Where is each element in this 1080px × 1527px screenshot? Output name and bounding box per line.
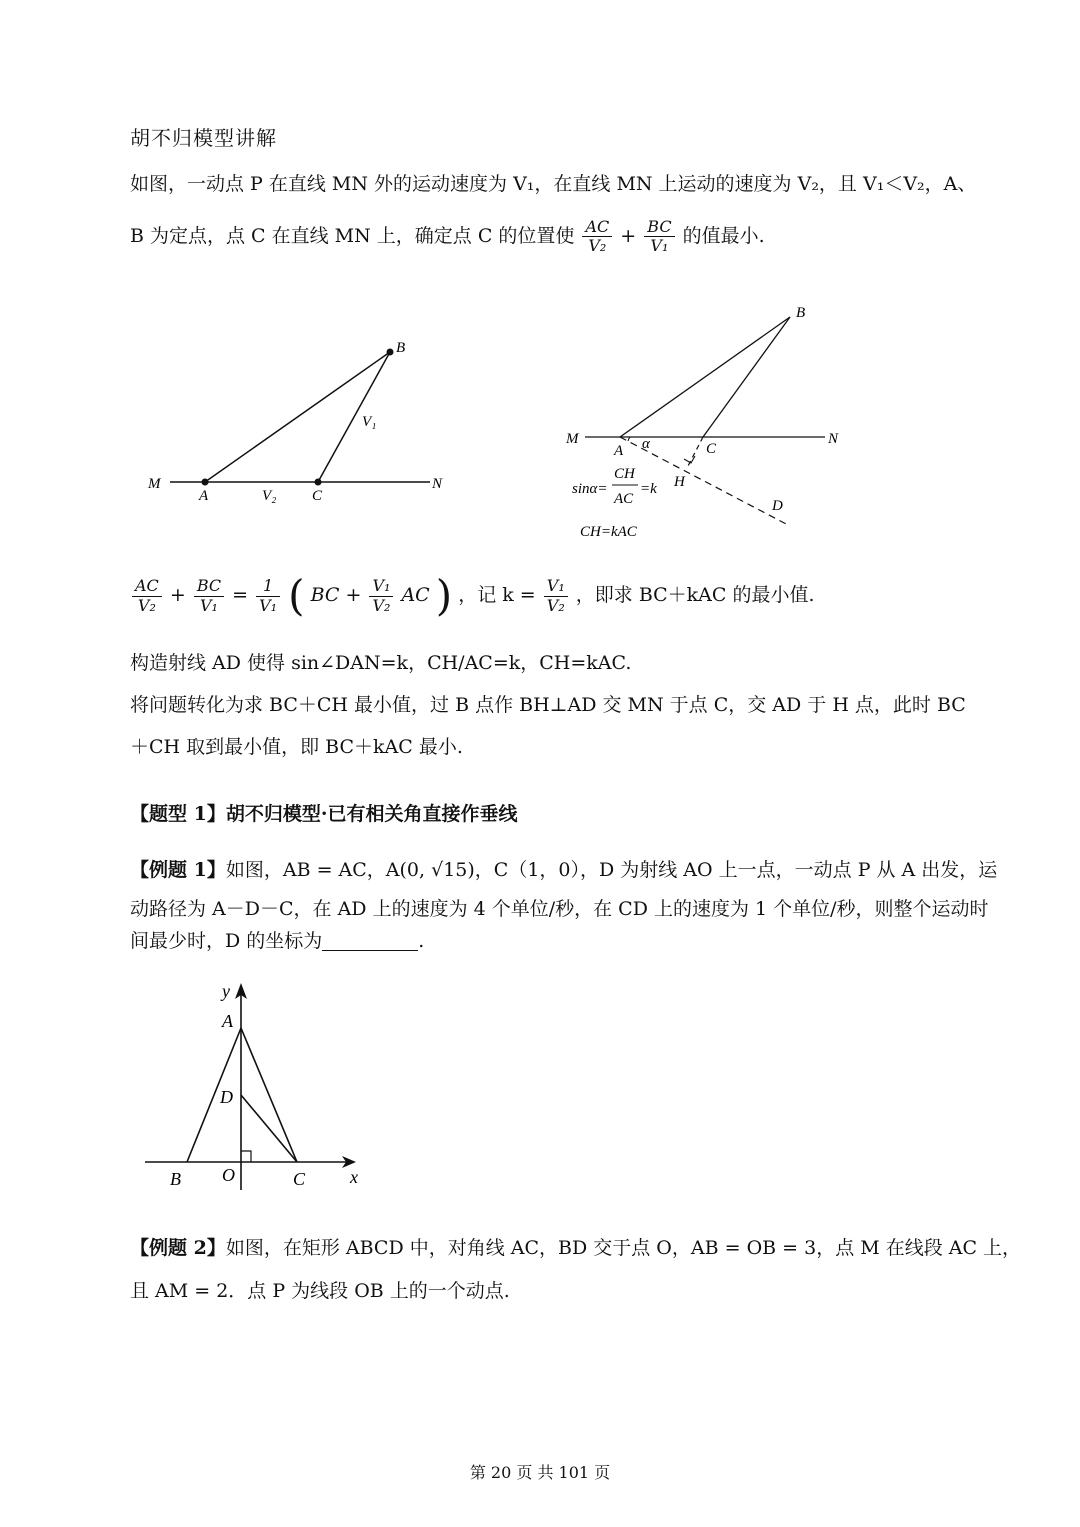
label-a: A <box>222 1011 233 1031</box>
example-1-line-3 <box>130 932 424 951</box>
fraction-numerator: V₁ <box>544 577 568 596</box>
fraction-bc-v1 <box>644 218 674 256</box>
segment-dc <box>241 1095 297 1162</box>
fraction-ac-v2 <box>582 218 612 256</box>
intro-line-2 <box>130 218 765 256</box>
label-b: B <box>796 305 806 321</box>
fraction-numerator: AC <box>132 577 162 596</box>
example-2-line-1 <box>130 1239 1021 1258</box>
sin-numerator: CH <box>614 466 635 482</box>
segment-ab <box>620 317 790 437</box>
label-c: C <box>312 488 323 504</box>
label-a: A <box>199 488 209 504</box>
right-angle-mark <box>241 1151 251 1162</box>
example-1-question: 间最少时，D 的坐标为 <box>130 930 323 952</box>
label-d: D <box>772 498 783 514</box>
intro-line-2-end: 的值最小. <box>682 224 765 247</box>
equals-sign: = <box>232 584 249 606</box>
fraction <box>132 577 162 615</box>
label-b: B <box>396 340 406 356</box>
transform-line-2: ＋CH 取到最小值，即 BC＋kAC 最小. <box>130 736 463 758</box>
fraction-denominator: V₁ <box>259 595 278 615</box>
sin-denominator: AC <box>614 491 634 507</box>
formula-note-a: ，记 k = <box>458 584 536 606</box>
fraction-numerator: AC <box>582 218 612 237</box>
label-m: M <box>148 476 161 492</box>
segment-ac <box>241 1028 297 1162</box>
fraction-numerator: BC <box>644 218 674 237</box>
example-1-period: . <box>418 930 425 952</box>
segment-cb <box>703 317 790 437</box>
fraction-denominator: V₁ <box>199 595 218 615</box>
right-angle-mark <box>684 456 695 463</box>
example-2-tag: 【例题 2】 <box>130 1237 226 1259</box>
label-d: D <box>220 1087 233 1107</box>
label-alpha: α <box>642 436 650 452</box>
page-footer: 第 20 页 共 101 页 <box>469 1463 611 1482</box>
label-a: A <box>614 443 624 459</box>
figure-construction <box>560 300 860 550</box>
fraction <box>194 577 224 615</box>
example-2-line-2: 且 AM = 2．点 P 为线段 OB 上的一个动点. <box>130 1280 510 1302</box>
label-x: x <box>350 1167 358 1187</box>
label-b: B <box>170 1169 181 1189</box>
right-paren: ) <box>435 571 453 620</box>
point-b <box>387 349 394 356</box>
label-c: C <box>293 1169 306 1189</box>
label-n: N <box>828 431 839 447</box>
point-c <box>315 479 322 486</box>
fraction-denominator: V₂ <box>372 595 391 615</box>
example-2-text: 如图，在矩形 ABCD 中，对角线 AC，BD 交于点 O，AB = OB = 3，点 M 在线段 AC 上， <box>225 1237 1022 1259</box>
plus-sign: + <box>620 224 637 247</box>
fraction <box>256 577 280 615</box>
fraction-numerator: BC <box>194 577 224 596</box>
label-m: M <box>566 431 579 447</box>
type-1-heading: 【题型 1】胡不归模型·已有相关角直接作垂线 <box>130 803 518 825</box>
formula-inner-b: AC <box>401 584 430 606</box>
fraction <box>369 577 393 615</box>
segment-cb <box>318 352 390 482</box>
answer-blank <box>322 934 418 951</box>
label-v2: V₂ <box>262 488 277 504</box>
label-h: H <box>674 474 685 490</box>
construct-line: 构造射线 AD 使得 sin∠DAN=k，CH/AC=k，CH=kAC. <box>130 652 632 674</box>
label-c: C <box>706 441 717 457</box>
ch-equation: CH=kAC <box>580 524 637 540</box>
intro-line-1: 如图，一动点 P 在直线 MN 外的运动速度为 V₁，在直线 MN 上运动的速度为 V₂，且 V₁＜V₂，A、 <box>130 173 977 195</box>
label-n: N <box>432 476 443 492</box>
section-title: 胡不归模型讲解 <box>130 126 277 150</box>
fraction-numerator: 1 <box>256 577 280 596</box>
fraction-denominator: V₁ <box>650 236 669 256</box>
label-v1: V₁ <box>362 414 377 430</box>
fraction-denominator: V₂ <box>588 236 607 256</box>
label-y: y <box>222 981 230 1001</box>
transform-line-1: 将问题转化为求 BC＋CH 最小值，过 B 点作 BH⊥AD 交 MN 于点 C，交 AD 于 H 点，此时 BC <box>130 694 966 716</box>
plus-sign: + <box>169 584 186 606</box>
formula-inner-a: BC + <box>310 584 362 606</box>
figure-triangle-speed <box>140 330 470 515</box>
example-1-text: 如图，AB = AC，A(0, √15)，C（1，0），D 为射线 AO 上一点，一动点 P 从 A 出发，运 <box>225 859 998 881</box>
example-1-tag: 【例题 1】 <box>130 859 226 881</box>
fraction-denominator: V₂ <box>546 595 565 615</box>
sin-label: sinα= <box>572 481 608 497</box>
left-paren: ( <box>288 571 305 620</box>
example-1-line-1 <box>130 861 997 880</box>
fraction <box>544 577 568 615</box>
label-o: O <box>222 1165 235 1185</box>
fraction-denominator: V₂ <box>137 595 156 615</box>
formula-note-b: ，即求 BC＋kAC 的最小值. <box>575 584 815 606</box>
intro-line-2-text: B 为定点，点 C 在直线 MN 上，确定点 C 的位置使 <box>130 224 575 247</box>
sin-rest: =k <box>640 481 657 497</box>
formula-line <box>130 571 815 620</box>
point-a <box>202 479 209 486</box>
example-1-line-2: 动路径为 A－D－C，在 AD 上的速度为 4 个单位/秒，在 CD 上的速度为 1 个单位/秒，则整个运动时 <box>130 898 989 920</box>
fraction-numerator: V₁ <box>369 577 393 596</box>
segment-ch <box>688 437 703 466</box>
figure-coordinate <box>140 975 380 1200</box>
